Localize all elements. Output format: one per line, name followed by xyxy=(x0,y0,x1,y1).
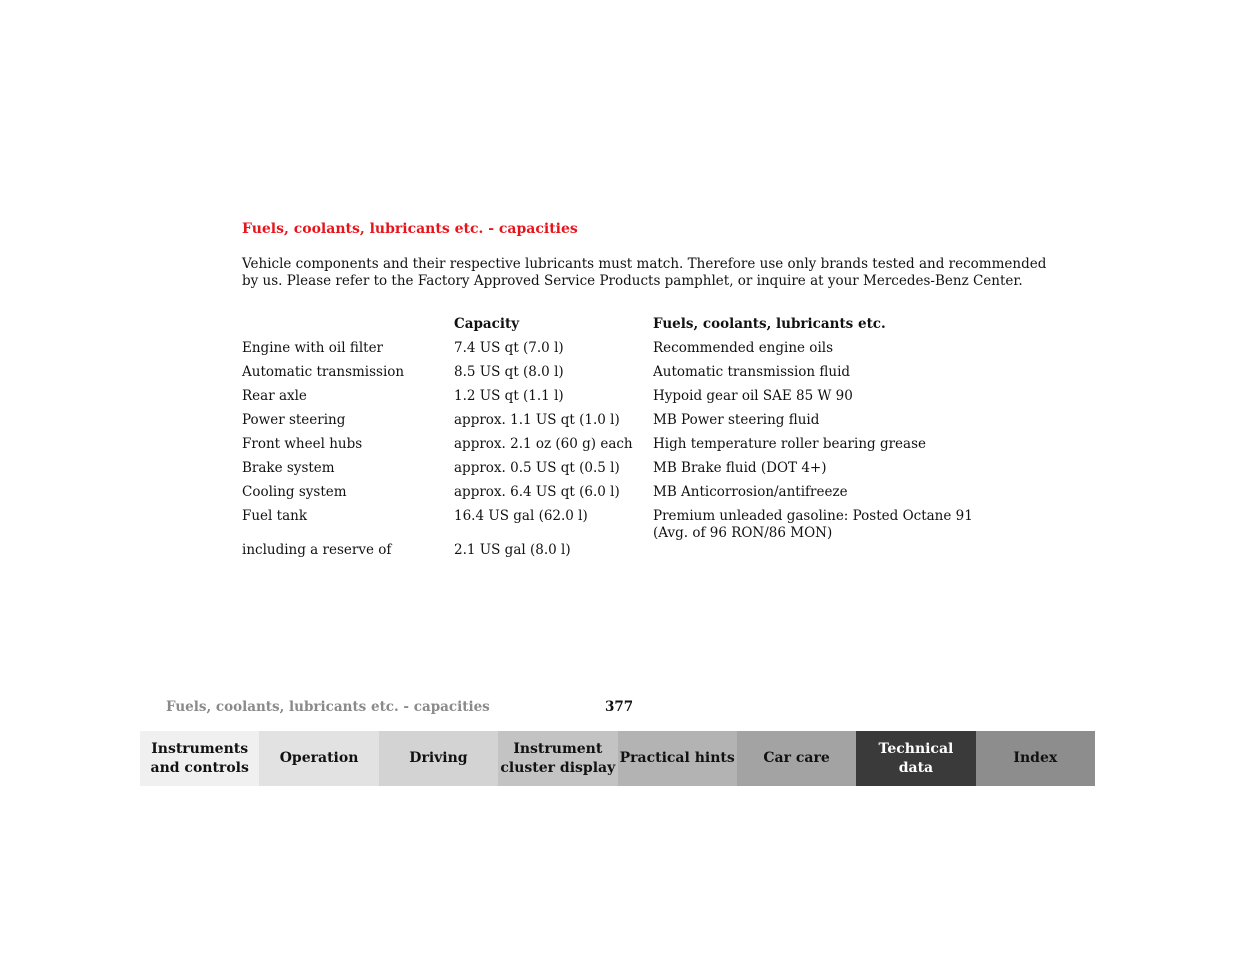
row-lubricant: MB Power steering fluid xyxy=(653,412,820,428)
row-capacity: 7.4 US qt (7.0 l) xyxy=(454,340,564,356)
header-lubricant: Fuels, coolants, lubricants etc. xyxy=(653,316,886,332)
row-component: Engine with oil filter xyxy=(242,340,384,356)
footer-section-title: Fuels, coolants, lubricants etc. - capacities xyxy=(166,699,490,715)
row-capacity: 16.4 US gal (62.0 l) xyxy=(454,508,588,524)
row-capacity: 8.5 US qt (8.0 l) xyxy=(454,364,564,380)
table-row xyxy=(242,340,982,364)
table-row xyxy=(242,412,982,436)
row-component: Cooling system xyxy=(242,484,347,500)
row-lubricant-multiline xyxy=(653,508,982,542)
header-component xyxy=(242,316,454,340)
row-component: including a reserve of xyxy=(242,542,392,558)
row-component: Automatic transmission xyxy=(242,364,405,380)
capacities-table xyxy=(242,316,982,566)
row-capacity: approx. 2.1 oz (60 g) each xyxy=(454,436,633,452)
table-row xyxy=(242,508,982,542)
page-number: 377 xyxy=(605,699,634,715)
row-lubricant: MB Brake fluid (DOT 4+) xyxy=(653,460,827,476)
section-title: Fuels, coolants, lubricants etc. - capacities xyxy=(242,221,578,237)
row-capacity: 2.1 US gal (8.0 l) xyxy=(454,542,571,558)
row-lubricant: High temperature roller bearing grease xyxy=(653,436,926,452)
tab-car-care[interactable]: Car care xyxy=(737,731,856,786)
intro-line: Vehicle components and their respective lubricants must match. Therefore use only brands tested and recommended xyxy=(242,256,1047,272)
row-component: Front wheel hubs xyxy=(242,436,363,452)
row-lubricant: Automatic transmission fluid xyxy=(653,364,851,380)
table-row xyxy=(242,388,982,412)
intro-paragraph xyxy=(242,256,1047,290)
row-capacity: 1.2 US qt (1.1 l) xyxy=(454,388,564,404)
row-lubricant xyxy=(653,542,982,566)
tab-index[interactable]: Index xyxy=(976,731,1095,786)
table-row xyxy=(242,484,982,508)
tab-practical-hints[interactable]: Practical hints xyxy=(618,731,737,786)
row-lubricant: Recommended engine oils xyxy=(653,340,834,356)
intro-line: by us. Please refer to the Factory Approved Service Products pamphlet, or inquire at your Mercedes-Benz Center. xyxy=(242,273,1023,289)
chapter-tab-bar xyxy=(140,731,1095,786)
table-row xyxy=(242,542,982,566)
row-capacity: approx. 1.1 US qt (1.0 l) xyxy=(454,412,620,428)
table-row xyxy=(242,364,982,388)
table-row xyxy=(242,460,982,484)
row-lubricant-note: (Avg. of 96 RON/86 MON) xyxy=(653,525,833,541)
header-capacity: Capacity xyxy=(454,316,520,332)
row-capacity: approx. 6.4 US qt (6.0 l) xyxy=(454,484,620,500)
tab-instrument-cluster-display[interactable]: Instrument cluster display xyxy=(498,731,617,786)
row-component: Rear axle xyxy=(242,388,307,404)
row-component: Brake system xyxy=(242,460,335,476)
table-row xyxy=(242,436,982,460)
row-component: Fuel tank xyxy=(242,508,308,524)
tab-driving[interactable]: Driving xyxy=(379,731,498,786)
table-header-row xyxy=(242,316,982,340)
row-capacity: approx. 0.5 US qt (0.5 l) xyxy=(454,460,620,476)
row-lubricant: Premium unleaded gasoline: Posted Octane 91 xyxy=(653,508,973,524)
row-lubricant: Hypoid gear oil SAE 85 W 90 xyxy=(653,388,853,404)
tab-technical-data[interactable]: Technical data xyxy=(856,731,975,786)
tab-instruments-and-controls[interactable]: Instruments and controls xyxy=(140,731,259,786)
tab-operation[interactable]: Operation xyxy=(259,731,378,786)
row-component: Power steering xyxy=(242,412,346,428)
row-lubricant: MB Anticorrosion/antifreeze xyxy=(653,484,848,500)
